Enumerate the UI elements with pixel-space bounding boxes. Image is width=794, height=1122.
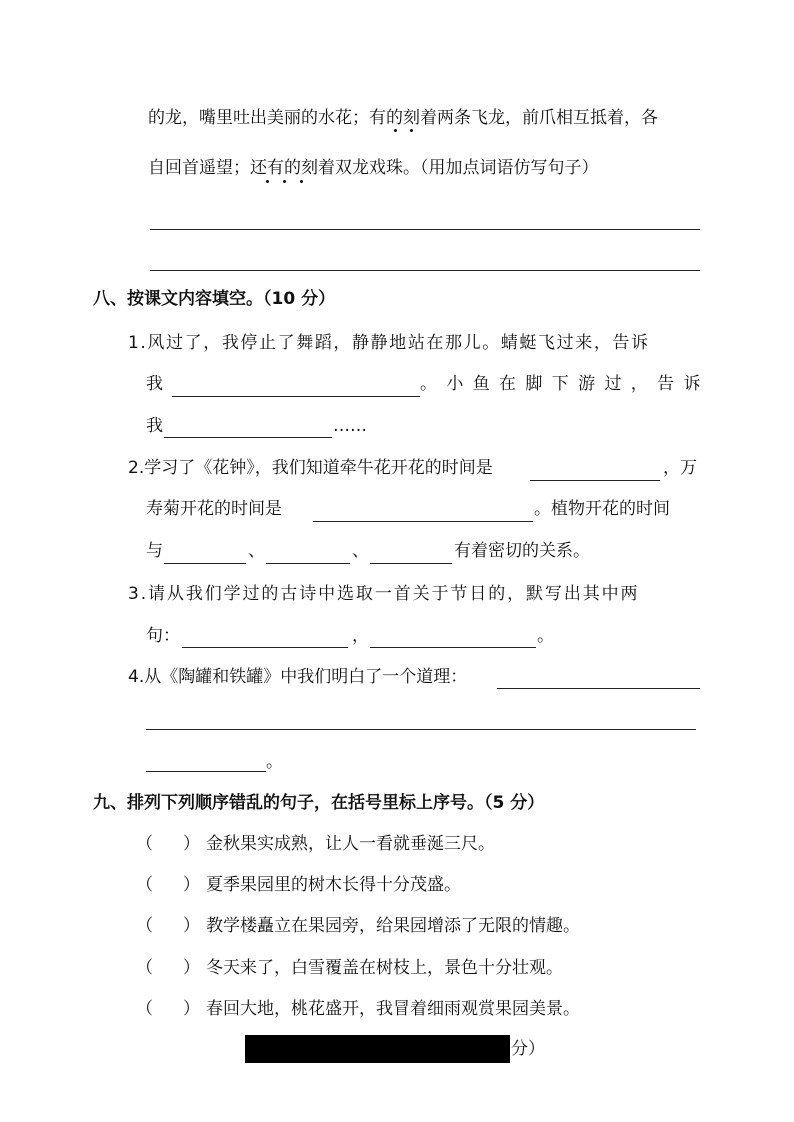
q1-line3-a: 我 <box>146 416 163 436</box>
s7-line2-c: 刻着双龙戏珠。（用加点词语仿写句子） <box>301 158 599 178</box>
q2-sep-1: 、 <box>248 541 265 561</box>
q2-line2-a: 寿菊开花的时间是 <box>146 499 282 519</box>
q1-line2-a: 我 <box>146 374 163 394</box>
emphasis-dot <box>283 180 286 183</box>
q4-blank-3[interactable] <box>146 771 266 772</box>
q3-line2-a: 句： <box>146 626 180 646</box>
answer-line[interactable] <box>150 229 700 230</box>
sort-bracket-open: （ <box>136 834 153 854</box>
q1-line2-b: 。小鱼在脚下游过，告诉 <box>420 374 710 394</box>
q3-line1: 3.请从我们学过的古诗中选取一首关于节日的，默写出其中两 <box>128 584 640 604</box>
emphasis-dot <box>266 180 269 183</box>
q2-blank-5[interactable] <box>370 563 452 564</box>
sort-bracket-open: （ <box>136 999 153 1019</box>
q2-sep-2: 、 <box>352 541 369 561</box>
sort-bracket-open: （ <box>136 916 153 936</box>
sort-bracket-close: ） <box>183 875 200 895</box>
redaction-block <box>245 1035 510 1063</box>
q1-blank-2[interactable] <box>164 437 332 438</box>
s7-line1-a: 的龙，嘴里吐出美丽的水花； <box>148 108 369 128</box>
q4-line3-end: 。 <box>266 752 283 772</box>
emphasis-dot <box>300 180 303 183</box>
q4-blank-2[interactable] <box>146 729 696 730</box>
q2-line2-b: 。植物开花的时间 <box>534 499 670 519</box>
sort-bracket-close: ） <box>183 834 200 854</box>
emphasis-dot <box>394 129 397 132</box>
section8-title: 八、按课文内容填空。（10 分） <box>93 289 336 309</box>
sort-bracket-close: ） <box>183 916 200 936</box>
q2-line1-a: 2.学习了《花钟》，我们知道牵牛花开花的时间是 <box>128 458 493 478</box>
sort-bracket-close: ） <box>183 999 200 1019</box>
q3-blank-2[interactable] <box>370 647 536 648</box>
s7-line2-a: 自回首遥望； <box>148 158 250 178</box>
list-item: 冬天来了，白雪覆盖在树枝上，景色十分壮观。 <box>206 958 563 978</box>
q2-line1-b: ，万 <box>663 458 697 478</box>
sort-bracket-open: （ <box>136 958 153 978</box>
q4-blank-1[interactable] <box>497 688 700 689</box>
q2-line3-a: 与 <box>146 541 163 561</box>
q2-line3-b: 有着密切的关系。 <box>454 541 590 561</box>
s7-line1 <box>148 106 658 130</box>
q2-blank-2[interactable] <box>313 521 533 522</box>
q1-blank-1[interactable] <box>172 396 420 397</box>
q2-blank-4[interactable] <box>266 563 350 564</box>
list-item: 春回大地，桃花盛开，我冒着细雨观赏果园美景。 <box>206 999 580 1019</box>
emphasis-dot <box>410 129 413 132</box>
q1-line3-b: …… <box>333 416 367 436</box>
section9-title: 九、排列下列顺序错乱的句子，在括号里标上序号。（5 分） <box>93 793 545 813</box>
q2-blank-3[interactable] <box>164 563 246 564</box>
list-item: 金秋果实成熟，让人一看就垂涎三尺。 <box>206 834 495 854</box>
list-item: 教学楼矗立在果园旁，给果园增添了无限的情趣。 <box>206 916 580 936</box>
list-item: 夏季果园里的树木长得十分茂盛。 <box>206 875 461 895</box>
s7-line2-dotted: 还有的 <box>250 158 301 178</box>
sort-bracket-close: ） <box>183 958 200 978</box>
sort-bracket-open: （ <box>136 875 153 895</box>
s7-line1-c: 刻着两条飞龙，前爪相互抵着，各 <box>403 108 658 128</box>
s7-line2 <box>148 156 599 180</box>
q1-line1: 1.风过了，我停止了舞蹈，静静地站在那儿。蜻蜓飞过来，告诉 <box>128 333 650 353</box>
q3-blank-1[interactable] <box>182 647 348 648</box>
q2-blank-1[interactable] <box>530 480 660 481</box>
section10-title-tail: 分） <box>511 1039 545 1059</box>
q3-line2-c: 。 <box>537 626 554 646</box>
answer-line[interactable] <box>150 270 700 271</box>
q3-line2-b: ， <box>352 626 369 646</box>
s7-line1-dotted: 有的 <box>369 108 403 128</box>
q4-line1: 4.从《陶罐和铁罐》中我们明白了一个道理： <box>128 667 468 687</box>
